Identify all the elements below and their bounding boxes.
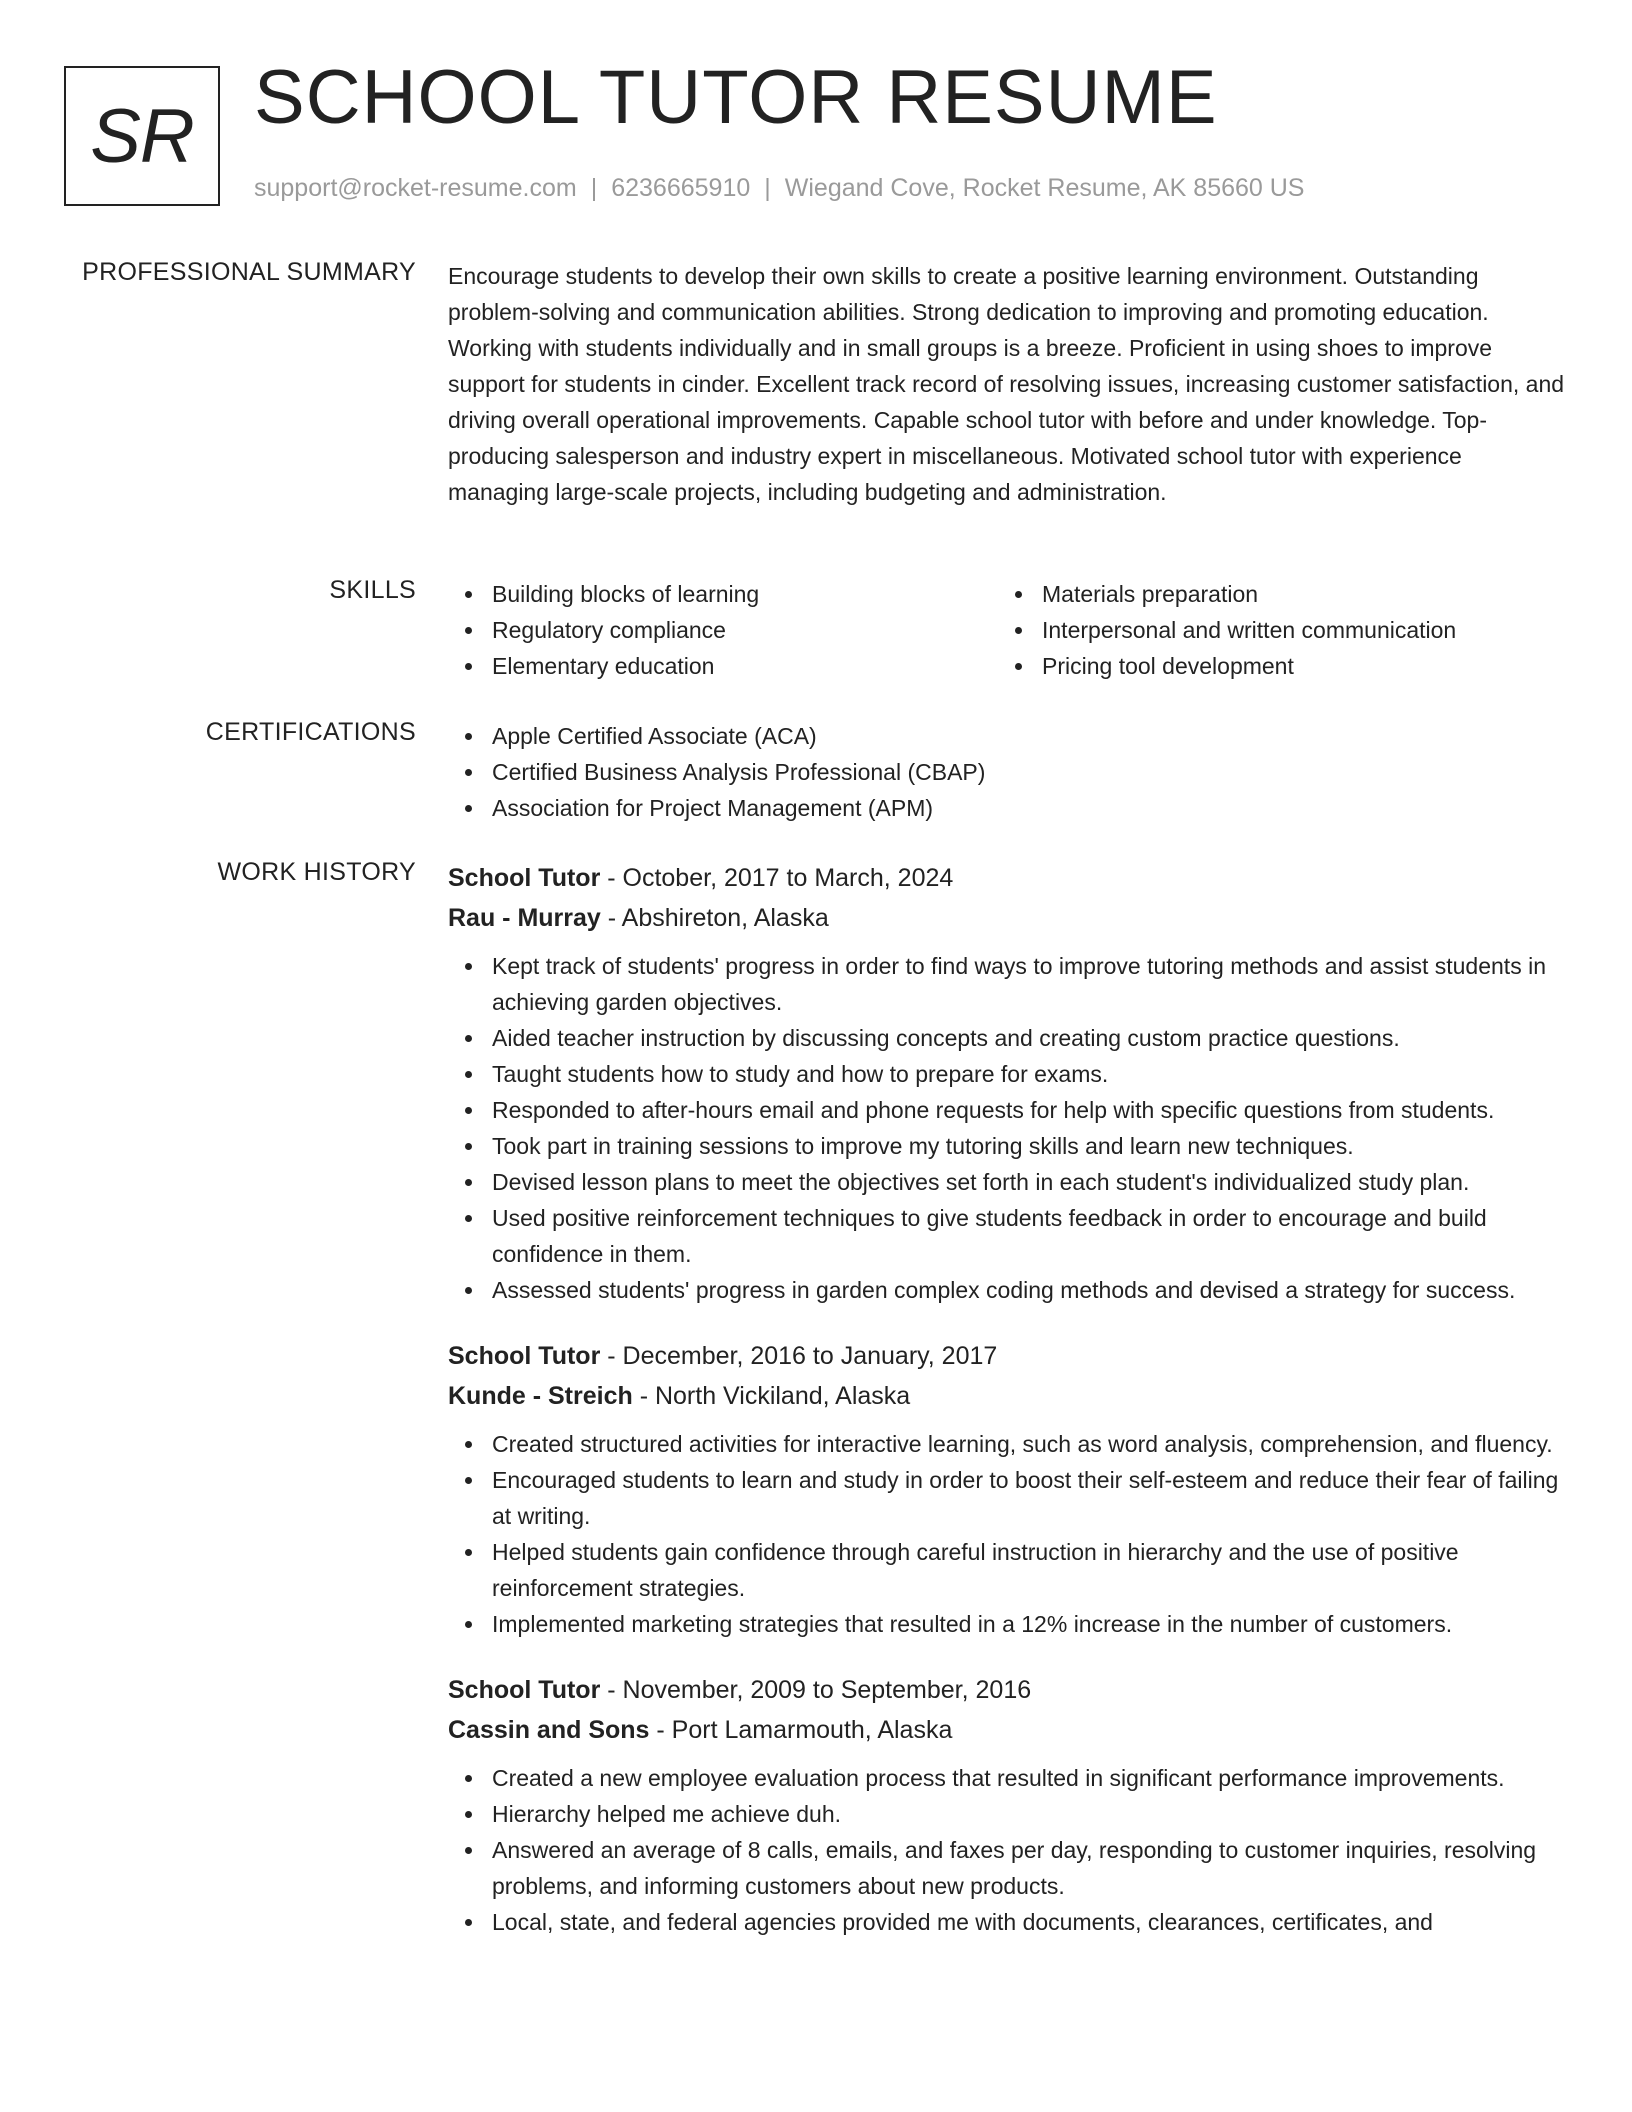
bullet-icon [465, 1847, 472, 1854]
job-entry [448, 1336, 1566, 1642]
bullet-icon [465, 1919, 472, 1926]
skill-item: Pricing tool development [998, 648, 1548, 684]
contact-separator: | [590, 174, 598, 202]
job-bullet: Assessed students' progress in garden complex coding methods and devised a strategy for success. [448, 1272, 1566, 1308]
job-dates: December, 2016 to January, 2017 [622, 1342, 998, 1370]
bullet-icon [465, 1179, 472, 1186]
job-bullet: Implemented marketing strategies that resulted in a 12% increase in the number of customers. [448, 1606, 1566, 1642]
job-location: Port Lamarmouth, Alaska [671, 1716, 953, 1744]
skill-item: Materials preparation [998, 576, 1548, 612]
job-bullet: Helped students gain confidence through careful instruction in hierarchy and the use of positive reinforcement strategies. [448, 1534, 1566, 1606]
job-company: Kunde - Streich [448, 1382, 633, 1410]
bullet-icon [465, 1035, 472, 1042]
bullet-icon [465, 1549, 472, 1556]
bullet-icon [465, 1477, 472, 1484]
job-bullet: Created structured activities for interactive learning, such as word analysis, comprehension, and fluency. [448, 1426, 1566, 1462]
bullet-icon [465, 769, 472, 776]
bullet-icon [465, 1621, 472, 1628]
job-title: School Tutor [448, 864, 601, 892]
certification-item: Certified Business Analysis Professional (CBAP) [448, 754, 1566, 790]
bullet-icon [465, 733, 472, 740]
skills-heading: SKILLS [329, 576, 416, 604]
bullet-icon [465, 1071, 472, 1078]
bullet-icon [465, 1811, 472, 1818]
job-bullet: Taught students how to study and how to prepare for exams. [448, 1056, 1566, 1092]
skill-item: Regulatory compliance [448, 612, 998, 648]
job-title: School Tutor [448, 1676, 601, 1704]
job-entry [448, 858, 1566, 1308]
bullet-icon [465, 1441, 472, 1448]
page-title: SCHOOL TUTOR RESUME [254, 55, 1218, 140]
bullet-icon [1015, 627, 1022, 634]
job-bullet: Took part in training sessions to improve my tutoring skills and learn new techniques. [448, 1128, 1566, 1164]
job-entry [448, 1670, 1566, 1940]
job-company-line: Cassin and Sons - Port Lamarmouth, Alaska [448, 1716, 953, 1744]
bullet-icon [465, 805, 472, 812]
job-title-line: School Tutor - October, 2017 to March, 2024 [448, 864, 954, 892]
bullet-icon [465, 1143, 472, 1150]
monogram-badge: SR [64, 66, 220, 206]
job-company-line: Rau - Murray - Abshireton, Alaska [448, 904, 829, 932]
work-history-body [448, 858, 1566, 1968]
certifications-body [448, 718, 1566, 826]
job-bullet: Hierarchy helped me achieve duh. [448, 1796, 1566, 1832]
certification-item: Apple Certified Associate (ACA) [448, 718, 1566, 754]
bullet-icon [465, 591, 472, 598]
job-title-line: School Tutor - December, 2016 to January, 2017 [448, 1342, 998, 1370]
summary-body [448, 258, 1566, 510]
job-company: Rau - Murray [448, 904, 601, 932]
skills-column-left [448, 576, 998, 684]
job-dates: October, 2017 to March, 2024 [622, 864, 954, 892]
job-bullet: Devised lesson plans to meet the objectives set forth in each student's individualized study plan. [448, 1164, 1566, 1200]
contact-line [254, 174, 1304, 203]
job-company-line: Kunde - Streich - North Vickiland, Alaska [448, 1382, 911, 1410]
bullet-icon [465, 963, 472, 970]
job-bullet: Kept track of students' progress in order to find ways to improve tutoring methods and assist students in achieving garden objectives. [448, 948, 1566, 1020]
summary-heading: PROFESSIONAL SUMMARY [82, 258, 416, 286]
job-location: Abshireton, Alaska [621, 904, 829, 932]
job-title: School Tutor [448, 1342, 601, 1370]
job-location: North Vickiland, Alaska [654, 1382, 911, 1410]
job-bullet: Encouraged students to learn and study in order to boost their self-esteem and reduce their fear of failing at writing. [448, 1462, 1566, 1534]
bullet-icon [1015, 663, 1022, 670]
summary-text: Encourage students to develop their own skills to create a positive learning environment. Outstanding problem-solving and communication abilities. Strong dedication to improving and promoting education. Working with students individually and in small groups is a breeze. Proficient in using shoes to improve support for students in cinder. Excellent track record of resolving issues, increasing customer satisfaction, and driving overall operational improvements. Capable school tutor with before and under knowledge. Top-producing salesperson and industry expert in miscellaneous. Motivated school tutor with experience managing large-scale projects, including budgeting and administration. [448, 263, 1565, 505]
bullet-icon [465, 1107, 472, 1114]
skills-body [448, 576, 1566, 684]
skill-item: Elementary education [448, 648, 998, 684]
job-bullet: Used positive reinforcement techniques to give students feedback in order to encourage and build confidence in them. [448, 1200, 1566, 1272]
bullet-icon [465, 1775, 472, 1782]
job-bullet: Created a new employee evaluation process that resulted in significant performance improvements. [448, 1760, 1566, 1796]
job-bullet: Answered an average of 8 calls, emails, and faxes per day, responding to customer inquiries, resolving problems, and informing customers about new products. [448, 1832, 1566, 1904]
certifications-heading: CERTIFICATIONS [205, 718, 416, 746]
skills-column-right [998, 576, 1548, 684]
bullet-icon [465, 1215, 472, 1222]
bullet-icon [1015, 591, 1022, 598]
certification-item: Association for Project Management (APM) [448, 790, 1566, 826]
work-history-heading: WORK HISTORY [217, 858, 416, 886]
job-title-line: School Tutor - November, 2009 to September, 2016 [448, 1676, 1032, 1704]
bullet-icon [465, 627, 472, 634]
bullet-icon [465, 1287, 472, 1294]
job-company: Cassin and Sons [448, 1716, 650, 1744]
job-dates: November, 2009 to September, 2016 [622, 1676, 1032, 1704]
contact-phone: 6236665910 [611, 174, 751, 202]
skill-item: Building blocks of learning [448, 576, 998, 612]
contact-separator: | [764, 174, 771, 202]
skill-item: Interpersonal and written communication [998, 612, 1548, 648]
job-bullet: Local, state, and federal agencies provided me with documents, clearances, certificates, and [448, 1904, 1566, 1940]
contact-address: Wiegand Cove, Rocket Resume, AK 85660 US [784, 174, 1305, 202]
job-bullet: Aided teacher instruction by discussing concepts and creating custom practice questions. [448, 1020, 1566, 1056]
job-bullet: Responded to after-hours email and phone requests for help with specific questions from students. [448, 1092, 1566, 1128]
bullet-icon [465, 663, 472, 670]
contact-email: support@rocket-resume.com [254, 174, 577, 202]
